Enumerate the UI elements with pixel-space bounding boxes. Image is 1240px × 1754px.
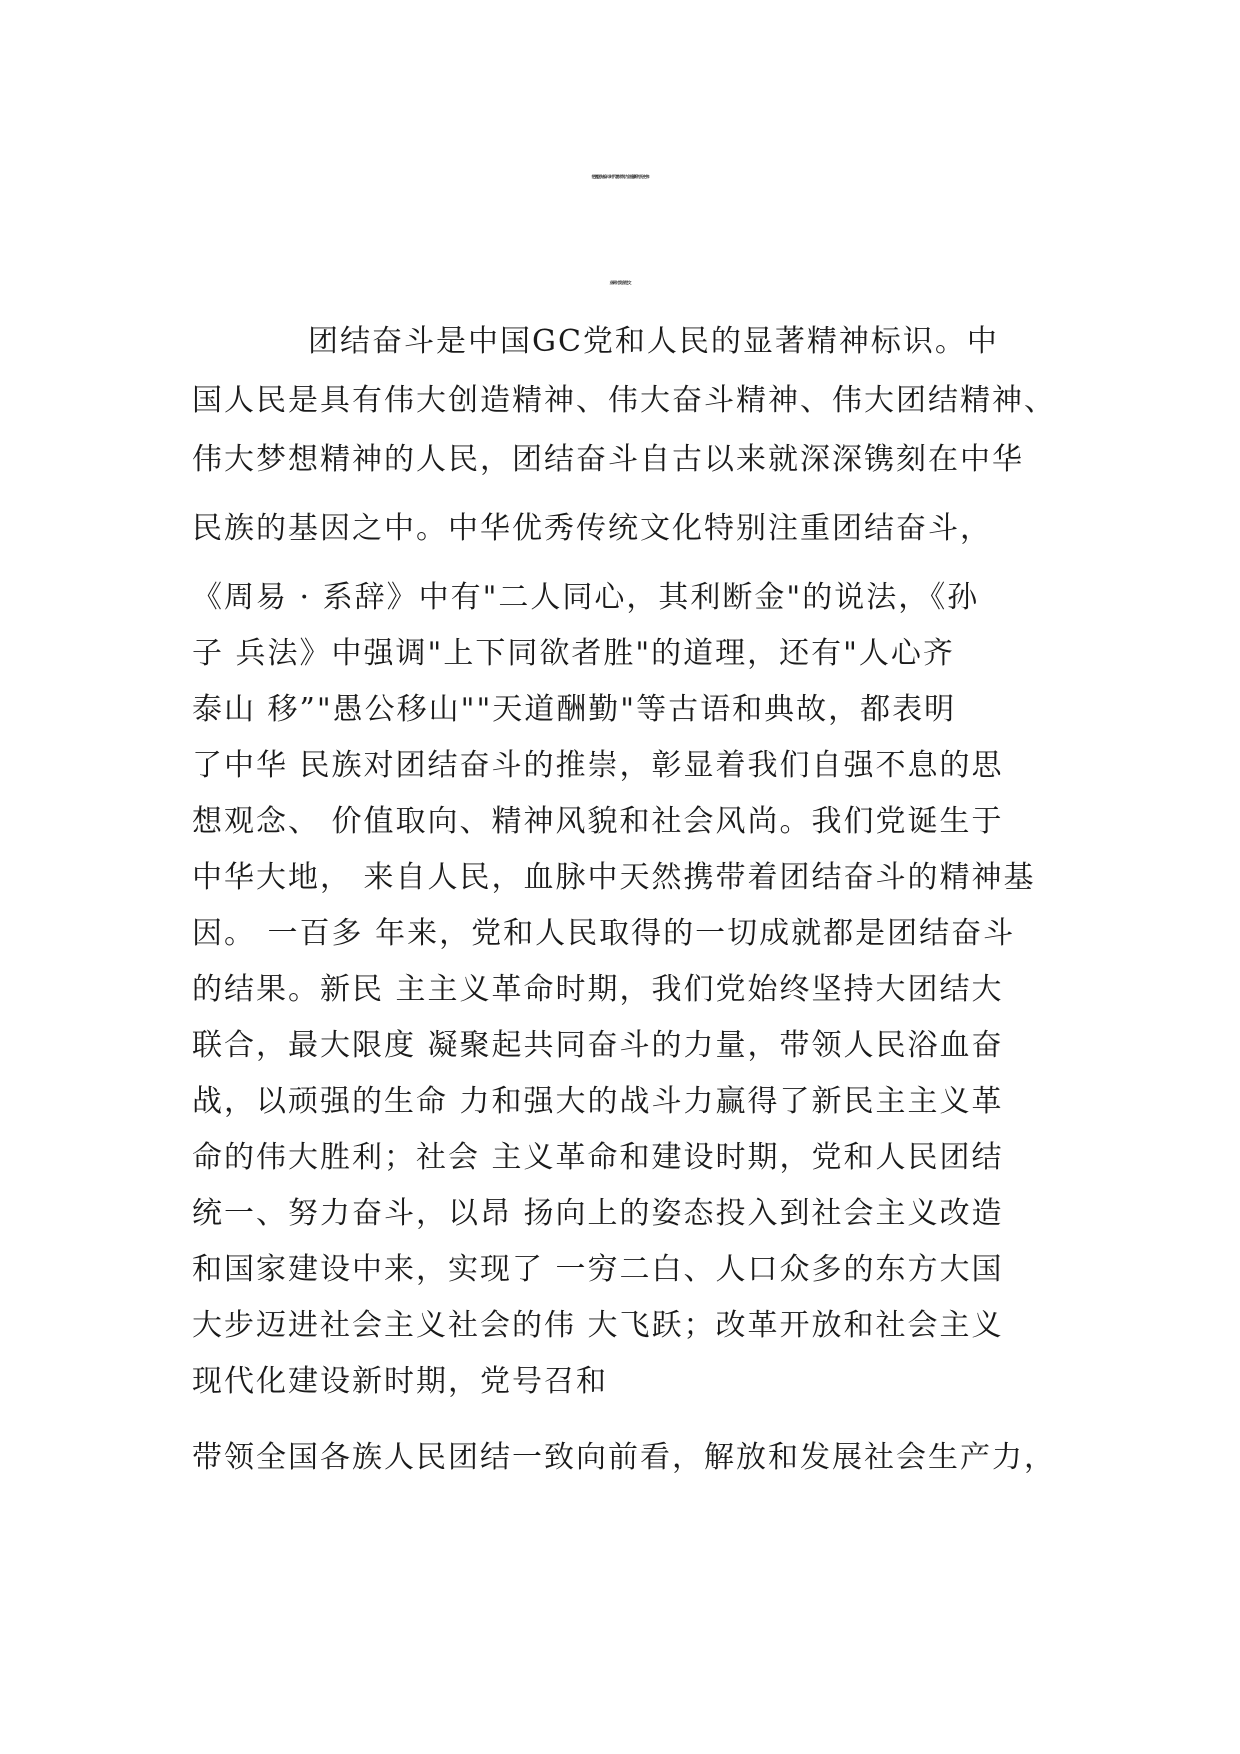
body-line-18: 大步迈进社会主义社会的伟 大飞跃；改革开放和社会主义 — [192, 1308, 1004, 1343]
body-line-6: 子 兵法》中强调"上下同欲者胜"的道理，还有"人心齐 — [192, 636, 955, 671]
body-line-17: 和国家建设中来，实现了 一穷二白、人口众多的东方大国 — [192, 1252, 1004, 1287]
body-line-20: 带领全国各族人民团结一致向前看，解放和发展社会生产力， — [192, 1440, 1056, 1475]
body-line-10: 中华大地， 来自人民，血脉中天然携带着团结奋斗的精神基 — [192, 860, 1036, 895]
body-line-16: 统一、努力奋斗，以昂 扬向上的姿态投入到社会主义改造 — [192, 1196, 1004, 1231]
body-line-12: 的结果。新民 主主义革命时期，我们党始终坚持大团结大 — [192, 972, 1004, 1007]
body-line-15: 命的伟大胜利；社会 主义革命和建设时期，党和人民团结 — [192, 1140, 1004, 1175]
document-title-line-1: 把握团结奋斗时代要求努力创造新的历史伟 — [591, 174, 649, 179]
body-line-2: 国人民是具有伟大创造精神、伟大奋斗精神、伟大团结精神、 — [192, 383, 1056, 418]
body-line-13: 联合，最大限度 凝聚起共同奋斗的力量，带领人民浴血奋 — [192, 1028, 1004, 1063]
body-line-19: 现代化建设新时期，党号召和 — [192, 1364, 608, 1399]
body-line-9: 想观念、 价值取向、精神风貌和社会风尚。我们党诞生于 — [192, 804, 1004, 839]
body-line-4: 民族的基因之中。中华优秀传统文化特别注重团结奋斗， — [192, 511, 992, 546]
body-line-3: 伟大梦想精神的人民，团结奋斗自古以来就深深镌刻在中华 — [192, 442, 1024, 477]
document-title-line-2: 业研讨发言范文 — [609, 280, 631, 285]
body-line-11: 因。 一百多 年来，党和人民取得的一切成就都是团结奋斗 — [192, 916, 1016, 951]
body-line-5: 《周易 · 系辞》中有"二人同心，其利断金"的说法，《孙 — [192, 580, 980, 615]
body-line-1: 团结奋斗是中国GC党和人民的显著精神标识。中 — [308, 324, 999, 359]
body-line-14: 战，以顽强的生命 力和强大的战斗力赢得了新民主主义革 — [192, 1084, 1004, 1119]
body-line-8: 了中华 民族对团结奋斗的推崇，彰显着我们自强不息的思 — [192, 748, 1004, 783]
body-line-7: 泰山 移”"愚公移山""天道酬勤"等古语和典故，都表明 — [192, 692, 957, 727]
